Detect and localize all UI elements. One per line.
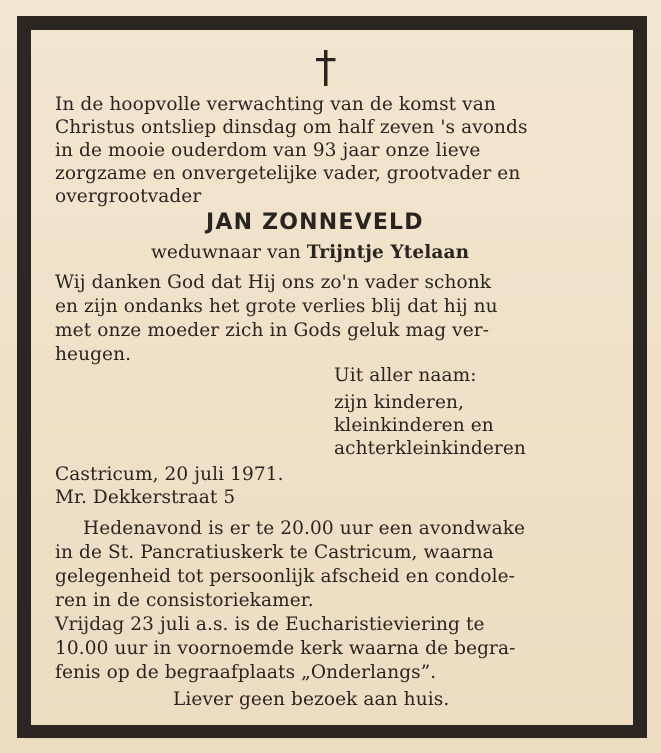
thanks-line-3: met onze moeder zich in Gods geluk mag ver-	[55, 320, 490, 341]
right-border-rule	[633, 16, 647, 738]
vigil-line-1: Hedenavond is er te 20.00 uur een avondwake	[83, 518, 526, 539]
thanks-line-1: Wij danken God dat Hij ons zo'n vader schonk	[55, 272, 492, 293]
deceased-name: JAN ZONNEVELD	[206, 210, 424, 235]
widower-prefix: weduwnaar van	[151, 242, 307, 263]
signature-line-1: Uit aller naam:	[334, 365, 477, 386]
thanks-line-4: heugen.	[55, 344, 132, 365]
vigil-line-3: gelegenheid tot persoonlijk afscheid en condole-	[55, 566, 516, 587]
intro-line-4: zorgzame en onvergetelijke vader, grootvader en	[55, 163, 521, 184]
closing-line: Liever geen bezoek aan huis.	[173, 689, 450, 710]
bottom-border-rule	[17, 725, 647, 738]
signature-line-2: zijn kinderen,	[334, 392, 465, 413]
mass-line-1: Vrijdag 23 juli a.s. is de Eucharistieviering te	[55, 614, 485, 635]
obituary-announcement	[33, 30, 631, 724]
cross-icon	[311, 48, 341, 88]
signature-line-3: kleinkinderen en	[334, 415, 494, 436]
place-date: Castricum, 20 juli 1971.	[55, 464, 284, 485]
vigil-line-2: in de St. Pancratiuskerk te Castricum, waarna	[55, 542, 494, 563]
spouse-name: Trijntje Ytelaan	[306, 242, 470, 263]
address: Mr. Dekkerstraat 5	[55, 487, 236, 508]
signature-line-4: achterkleinkinderen	[334, 438, 526, 459]
intro-line-1: In de hoopvolle verwachting van de komst van	[55, 94, 496, 115]
mass-line-3: fenis op de begraafplaats „Onderlangs”.	[55, 662, 437, 683]
thanks-line-2: en zijn ondanks het grote verlies blij dat hij nu	[55, 296, 498, 317]
vigil-line-4: ren in de consistoriekamer.	[55, 590, 314, 611]
intro-line-2: Christus ontsliep dinsdag om half zeven 's avonds	[55, 117, 528, 138]
widower-line	[151, 242, 469, 264]
left-border-rule	[17, 16, 31, 738]
intro-line-5: overgrootvader	[55, 186, 202, 207]
top-border-rule	[17, 16, 647, 30]
intro-line-3: in de mooie ouderdom van 93 jaar onze lieve	[55, 140, 481, 161]
mass-line-2: 10.00 uur in voornoemde kerk waarna de begra-	[55, 638, 516, 659]
